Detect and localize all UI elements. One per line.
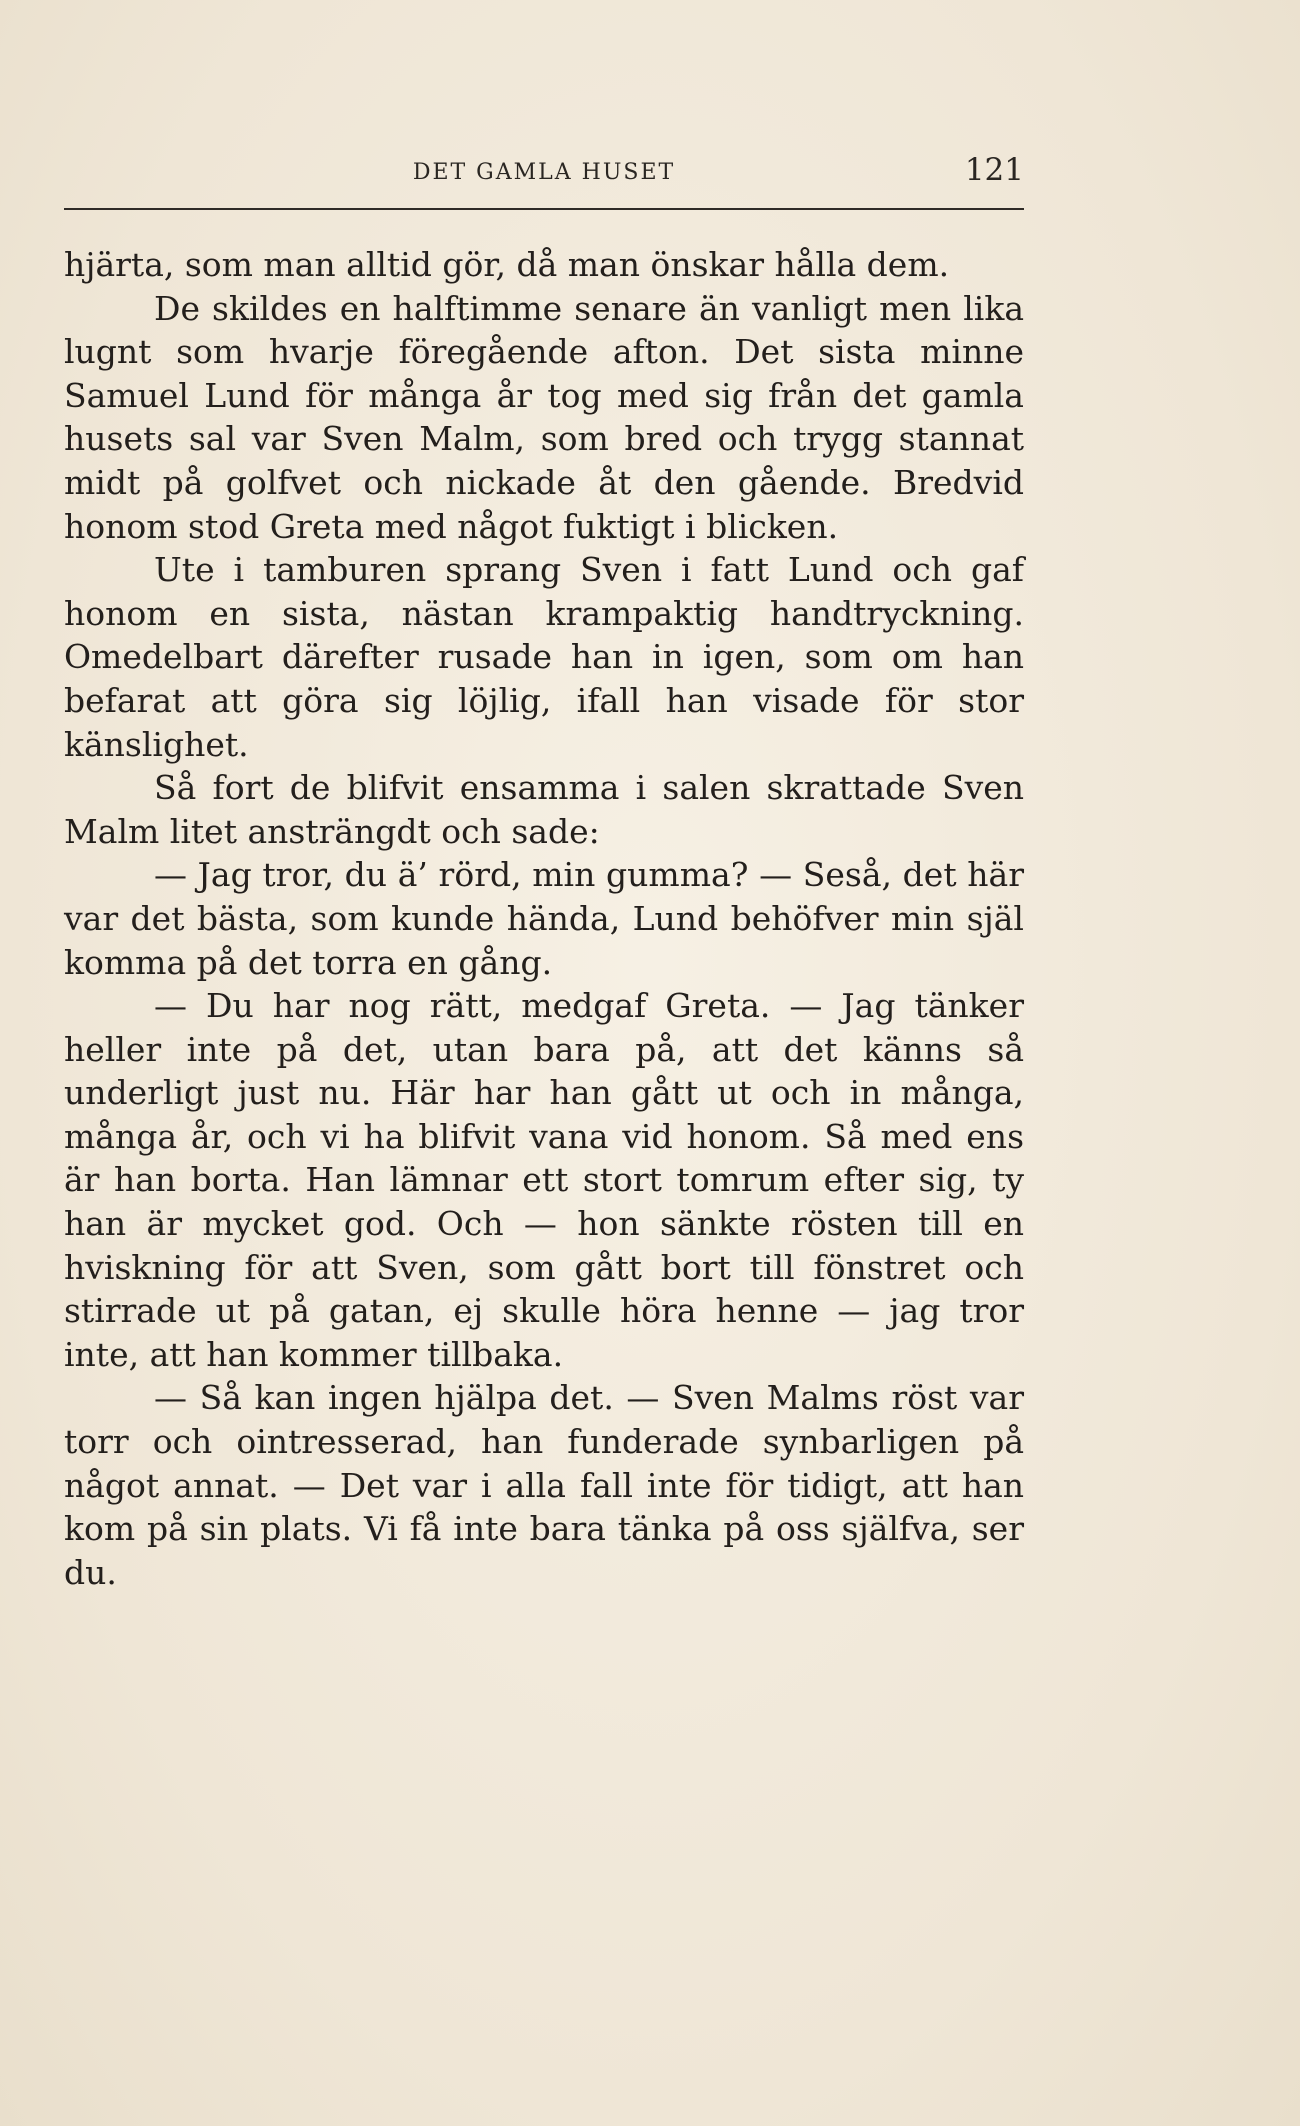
header-rule: [64, 208, 1024, 210]
paragraph: hjärta, som man alltid gör, då man önskar hålla dem.: [64, 245, 950, 284]
page-number: 121: [964, 152, 1024, 188]
paragraph: De skildes en halftimme senare än vanligt men lika lugnt som hvarje föregående afton. Det sista minne Samuel Lund för många år tog med sig från det gamla husets sal var Sven Malm, som bred och trygg stannat midt på golfvet och nickade åt den gående. Bredvid honom stod Greta med något fuktigt i blicken.: [64, 288, 1024, 546]
running-title: DET GAMLA HUSET: [412, 160, 676, 185]
paragraph: — Du har nog rätt, medgaf Greta. — Jag tänker heller inte på det, utan bara på, att det känns så underligt just nu. Här har han gått ut och in många, många år, och vi ha blifvit vana vid honom. Så med ens är han borta. Han lämnar ett stort tomrum efter sig, ty han är mycket god. Och — hon sänkte rösten till en hviskning för att Sven, som gått bort till fönstret och stirrade ut på gatan, ej skulle höra henne — jag tror inte, att han kommer tillbaka.: [64, 986, 1024, 1374]
paragraph: Så fort de blifvit ensamma i salen skrattade Sven Malm litet ansträngdt och sade:: [64, 768, 1024, 851]
paragraph: — Jag tror, du ä’ rörd, min gumma? — Seså, det här var det bästa, som kunde hända, Lund behöfver min själ komma på det torra en gång.: [64, 855, 1024, 982]
page-header: [64, 150, 1024, 200]
paragraph: — Så kan ingen hjälpa det. — Sven Malms röst var torr och ointresserad, han funderade synbarligen på något annat. — Det var i alla fall inte för tidigt, att han kom på sin plats. Vi få inte bara tänka på oss själfva, ser du.: [64, 1378, 1024, 1592]
body-text: [64, 243, 1024, 1594]
paragraph: Ute i tamburen sprang Sven i fatt Lund och gaf honom en sista, nästan krampaktig handtryckning. Omedelbart därefter rusade han in igen, som om han befarat att göra sig löjlig, ifall han visade för stor känslighet.: [64, 550, 1024, 764]
